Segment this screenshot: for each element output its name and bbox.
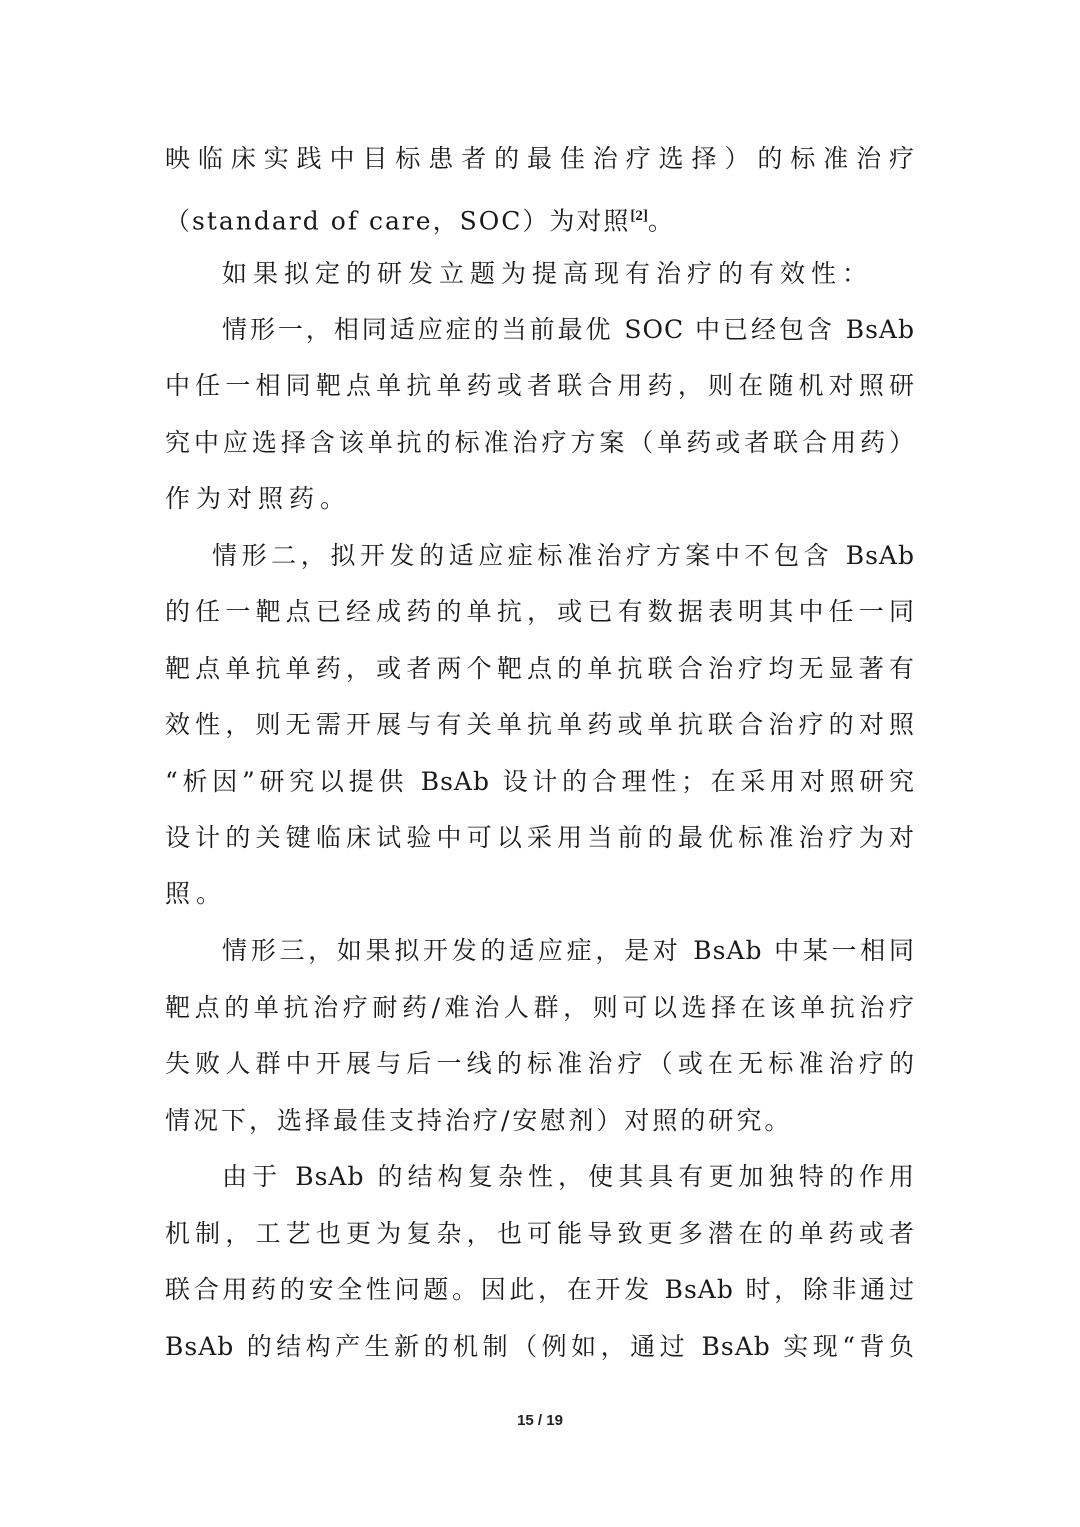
paragraph-1-line-1: 映临床实践中目标患者的最佳治疗选择）的标准治疗: [165, 144, 915, 173]
paragraph-3-line-3: 究中应选择含该单抗的标准治疗方案（单药或者联合用药）: [165, 428, 915, 457]
paragraph-5-line-3: 失败人群中开展与后一线的标准治疗（或在无标准治疗的: [165, 1049, 915, 1078]
paragraph-4-line-6: 设计的关键临床试验中可以采用当前的最优标准治疗为对: [165, 823, 915, 852]
paragraph-4-line-2: 的任一靶点已经成药的单抗，或已有数据表明其中任一同: [165, 597, 915, 626]
page-number: 15 / 19: [517, 1412, 563, 1429]
paragraph-5-line-4: 情况下，选择最佳支持治疗/安慰剂）对照的研究。: [165, 1106, 793, 1135]
paragraph-1-line-2: [165, 199, 915, 236]
paragraph-4-line-4: 效性，则无需开展与有关单抗单药或单抗联合治疗的对照: [165, 710, 915, 739]
paragraph-3-line-1: 情形一，相同适应症的当前最优 SOC 中已经包含 BsAb: [222, 315, 915, 344]
paragraph-6-line-3: 联合用药的安全性问题。因此，在开发 BsAb 时，除非通过: [165, 1275, 915, 1304]
paragraph-5-line-1: 情形三，如果拟开发的适应症，是对 BsAb 中某一相同: [222, 936, 915, 965]
paragraph-6-line-1: 由于 BsAb 的结构复杂性，使其具有更加独特的作用: [222, 1162, 915, 1191]
paragraph-3-line-4: 作为对照药。: [165, 484, 352, 513]
paragraph-4-line-3: 靶点单抗单药，或者两个靶点的单抗联合治疗均无显著有: [165, 654, 915, 683]
paragraph-4-line-5: “析因”研究以提供 BsAb 设计的合理性；在采用对照研究: [165, 767, 915, 796]
paragraph-5-line-2: 靶点的单抗治疗耐药/难治人群，则可以选择在该单抗治疗: [165, 993, 915, 1022]
paragraph-3-line-2: 中任一相同靶点单抗单药或者联合用药，则在随机对照研: [165, 371, 915, 400]
citation-ref: [2]: [630, 208, 648, 224]
paragraph-4-line-1: 情形二，拟开发的适应症标准治疗方案中不包含 BsAb: [212, 541, 915, 570]
paragraph-1-line-2-text: （standard of care，SOC）为对照: [165, 206, 631, 236]
paragraph-6-line-4: BsAb 的结构产生新的机制（例如，通过 BsAb 实现“背负: [165, 1332, 915, 1361]
paragraph-6-line-2: 机制，工艺也更为复杂，也可能导致更多潜在的单药或者: [165, 1219, 915, 1248]
paragraph-4-line-7: 照。: [165, 879, 228, 908]
paragraph-2-line-1: 如果拟定的研发立题为提高现有治疗的有效性：: [222, 259, 874, 288]
paragraph-1-line-2-tail: 。: [647, 206, 675, 236]
